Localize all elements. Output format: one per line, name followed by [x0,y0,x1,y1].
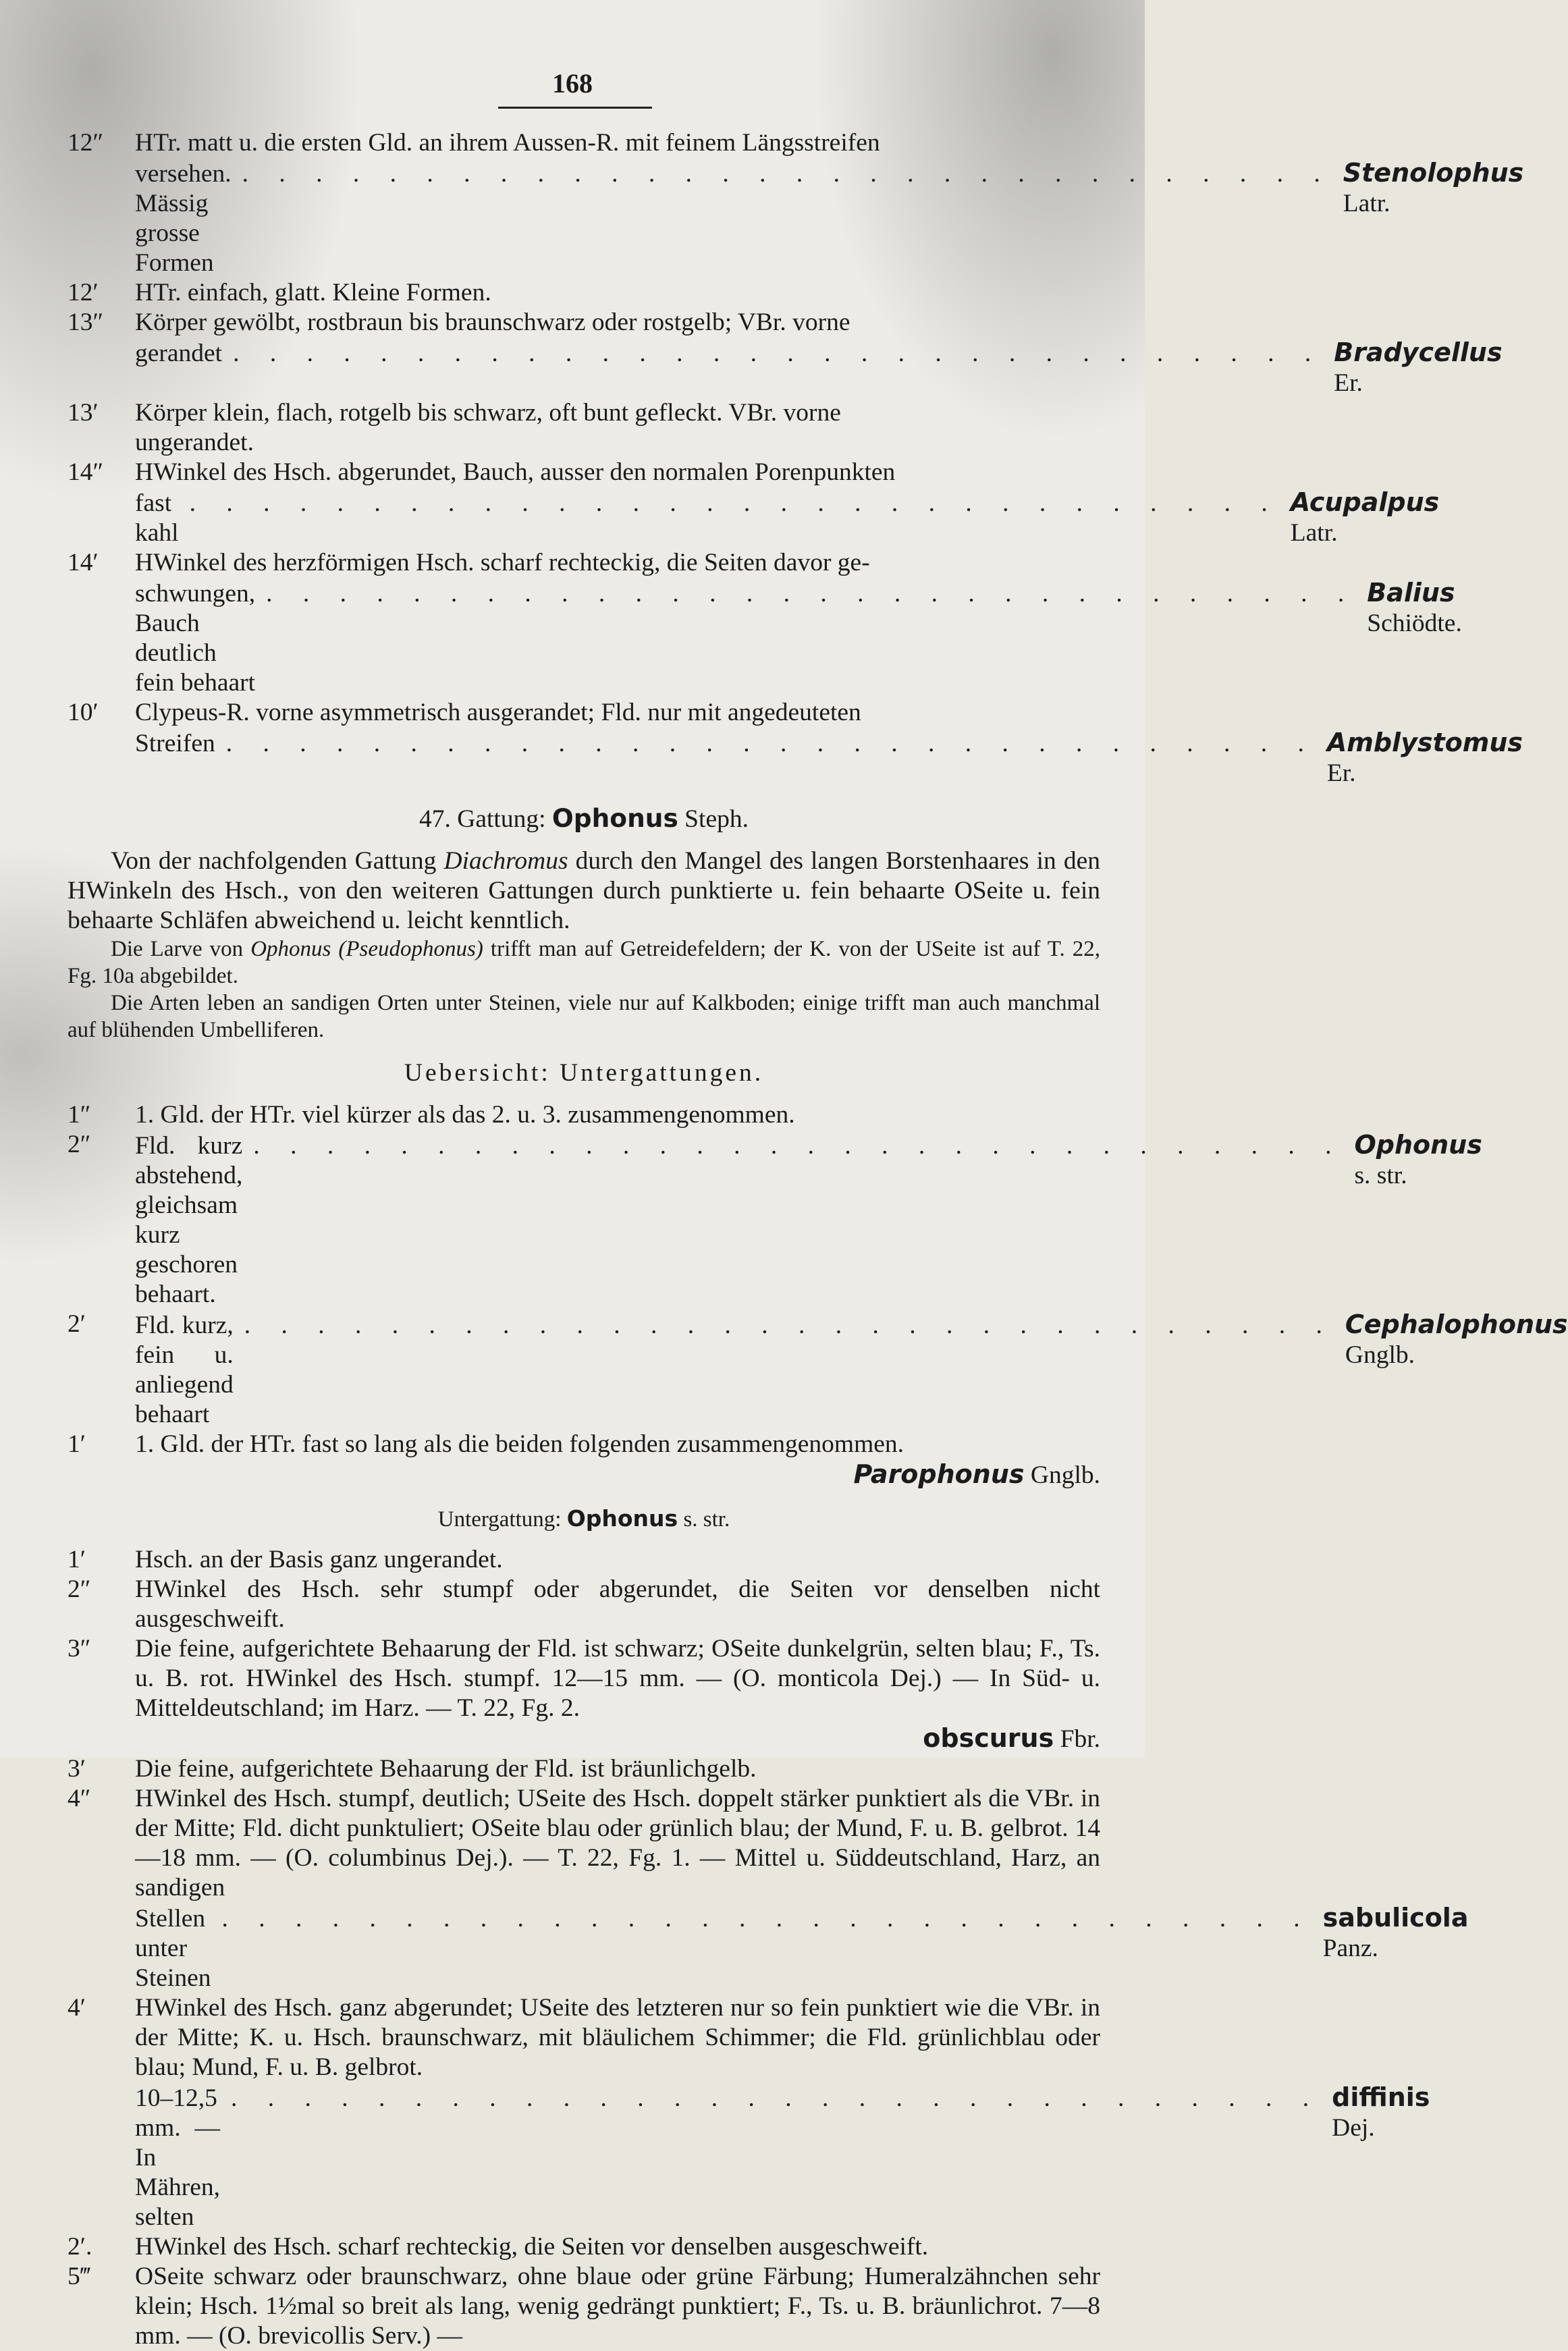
key-line: Körper klein, flach, rotgelb bis schwarz, oft bunt gefleckt. VBr. vorne [135,399,841,427]
key-line: OSeite schwarz oder braunschwarz, ohne blaue oder grüne Färbung; Humeralzähnchen sehr klein; Hsch. 1½mal so breit als lang, wenig gedrängt punktiert; F., Ts. u. B. bräunlichrot. 7—8 mm. — (O. brevicollis Serv.) — [135,2263,1100,2350]
subgenus-heading-suffix: s. str. [683,1507,730,1532]
taxon-name: obscurus [923,1723,1054,1753]
key-line: HTr. matt u. die ersten Gld. an ihrem Aussen-R. mit feinem Längsstreifen [135,129,880,157]
key-part-1 [67,128,1524,788]
genus-heading-prefix: 47. Gattung: [419,805,546,833]
key-number: 2′ [67,1310,86,1338]
intro-paragraph [67,936,1100,990]
intro-paragraph [67,846,1100,936]
leader-tail [1343,158,1524,219]
leader-dots: . . . . . . . . . . . . . . . . . . . . . . . . . . . . . . [189,489,1280,517]
key-number: 14″ [67,458,104,486]
page-content [67,128,1568,2351]
taxon-name: Parophonus [853,1459,1025,1489]
key-line: Die feine, aufgerichtete Behaarung der Fld. ist bräunlichgelb. [135,1755,757,1783]
key-entry [67,128,1524,278]
taxon-author: Schiödte. [1367,610,1462,637]
leader-tail [1332,2082,1430,2143]
subgenus-heading-name: Ophonus [566,1505,678,1532]
key-entry [67,1575,1100,1634]
key-entry [67,548,1462,698]
leader-dots: . . . . . . . . . . . . . . . . . . . . . . . . . . . . . . [233,340,1324,367]
key-line: HWinkel des Hsch. scharf rechteckig, die Seiten vor denselben ausgeschweift. [135,2233,929,2261]
taxon-name: Cephalophonus [1345,1309,1568,1339]
leader-line [135,1903,1469,1993]
taxon-author: Latr. [1290,519,1338,547]
leader-dots: . . . . . . . . . . . . . . . . . . . . . . . . . . . . . . [244,1312,1334,1339]
key-text [135,458,1440,548]
leader-dots: . . . . . . . . . . . . . . . . . . . . . . . . . . . . . . [221,1905,1312,1933]
leader-text: 10–12,5 mm. — In Mähren, selten [135,2084,220,2231]
key-number: 5‴ [67,2263,91,2290]
key-number: 13′ [67,399,99,427]
key-text [135,278,1100,308]
key-number: 12′ [67,279,99,306]
genus-heading [67,803,1100,834]
key-entry [67,2232,1100,2262]
paragraph-text: Die Arten leben an sandigen Orten unter Steinen, viele nur auf Kalkboden; einige trifft man auch manchmal auf blühenden Umbelliferen. [67,991,1100,1042]
key-text [135,308,1503,398]
taxon-name: sabulicola [1322,1903,1469,1933]
taxon-author: Gnglb. [1345,1341,1415,1369]
italic-taxon: Ophonus (Pseudophonus) [250,937,483,961]
subgenus-heading-prefix: Untergattung: [437,1507,562,1532]
leader-line [135,578,1462,698]
key-text [135,398,1100,458]
key-line: ungerandet. [135,429,254,456]
key-entry [67,1130,1482,1309]
key-text [135,1100,1100,1130]
key-number: 4″ [67,1785,91,1812]
key-text [135,1130,1482,1309]
key-line: HWinkel des Hsch. sehr stumpf oder abgerundet, die Seiten vor denselben nicht ausgeschweift. [135,1575,1100,1633]
leader-text: Streifen [135,730,215,757]
key-entry [67,398,1100,458]
key-entry [67,278,1100,308]
key-line: HWinkel des herzförmigen Hsch. scharf rechteckig, die Seiten davor ge- [135,549,870,576]
leader-dots: . . . . . . . . . . . . . . . . . . . . . . . . . . . . . . [225,730,1316,757]
leader-dots: . . . . . . . . . . . . . . . . . . . . . . . . . . . . . . [253,1132,1344,1160]
italic-taxon: Diachromus [443,847,568,875]
leader-tail [1323,1903,1469,1964]
taxon-line [135,1459,1100,1490]
key-entry [67,308,1503,398]
key-text [135,1309,1568,1430]
key-number: 1″ [67,1101,91,1129]
genus-heading-name: Ophonus [551,803,678,833]
key-entry [67,1993,1430,2232]
key-number: 3′ [67,1755,86,1783]
paragraph-text: durch den Mangel des langen Borstenhaares in den HWinkeln des Hsch., von den weiteren Gattungen durch punktierte u. fein behaarte OSeite u. fein behaarte Schläfen abweichend u. leicht kenntlich. [67,847,1100,934]
taxon-author: Er. [1334,369,1363,397]
taxon-name: diffinis [1332,2082,1430,2112]
taxon-name: Balius [1367,578,1455,607]
key-number: 4′ [67,1994,86,2022]
key-text [135,548,1462,698]
leader-text: schwungen, Bauch deutlich fein behaart [135,580,256,697]
key-part-2 [67,1100,1568,1490]
leader-text: fast kahl [135,489,179,547]
key-text [135,1634,1100,1754]
key-entry [67,2262,1100,2351]
leader-line [135,158,1524,278]
taxon-author: s. str. [1354,1162,1407,1189]
key-entry [67,1100,1100,1130]
key-text [135,1575,1100,1634]
page-number-rule [498,107,652,109]
key-text [135,2232,1100,2262]
leader-tail [1354,1130,1482,1191]
key-entry [67,1634,1100,1754]
key-part-3 [67,1545,1469,2351]
taxon-name: Ophonus [1354,1130,1482,1160]
key-entry [67,1545,1100,1575]
key-number: 12″ [67,129,104,157]
leader-line [135,1130,1482,1309]
key-line: Die feine, aufgerichtete Behaarung der Fld. ist schwarz; OSeite dunkelgrün, selten blau; F., Ts. u. B. rot. HWinkel des Hsch. stumpf. 12—15 mm. — (O. monticola Dej.) — In Süd- u. Mitteldeutschland; im Harz. — T. 22, Fg. 2. [135,1635,1100,1722]
key-line: HTr. einfach, glatt. Kleine Formen. [135,279,491,306]
taxon-name: Stenolophus [1343,158,1524,188]
key-entry [67,698,1523,788]
key-entry [67,458,1440,548]
key-entry [67,1754,1100,1784]
page-number: 168 [552,68,593,99]
taxon-name: Acupalpus [1290,487,1440,517]
key-number: 10′ [67,699,99,726]
subgenus-heading [67,1505,1100,1533]
leader-text: Fld. kurz abstehend, gleichsam kurz geschoren behaart. [135,1132,243,1308]
taxon-author: Gnglb. [1030,1461,1100,1489]
key-text [135,1430,1100,1490]
paragraph-text: Die Larve von [111,937,251,961]
key-text [135,698,1523,788]
key-number: 14′ [67,549,99,576]
genus-heading-author: Steph. [684,805,749,833]
key-text [135,128,1524,278]
taxon-author: Fbr. [1060,1725,1100,1753]
leader-text: Fld. kurz, fein u. anliegend behaart [135,1312,234,1428]
leader-line [135,487,1440,548]
key-entry [67,1309,1568,1430]
key-line: HWinkel des Hsch. abgerundet, Bauch, ausser den normalen Porenpunkten [135,458,896,486]
leader-line [135,728,1523,788]
key-line: 1. Gld. der HTr. fast so lang als die beiden folgenden zusammengenommen. [135,1430,904,1458]
key-number: 2″ [67,1575,91,1603]
key-text [135,1993,1430,2232]
key-line: Hsch. an der Basis ganz ungerandet. [135,1546,503,1573]
key-number: 13″ [67,308,104,336]
key-number: 1′ [67,1430,86,1458]
key-entry [67,1784,1469,1993]
intro-paragraph [67,990,1100,1044]
key-number: 3″ [67,1635,91,1663]
taxon-name: Bradycellus [1334,337,1503,367]
leader-dots: . . . . . . . . . . . . . . . . . . . . . . . . . . . . . . [231,2084,1322,2112]
leader-tail [1367,578,1462,639]
key-entry [67,1430,1100,1490]
leader-line [135,1309,1568,1430]
key-number: 2″ [67,1131,91,1158]
leader-tail [1334,337,1502,398]
leader-line [135,337,1503,398]
key-text [135,2262,1100,2351]
leader-tail [1345,1309,1568,1370]
key-line: 1. Gld. der HTr. viel kürzer als das 2. u. 3. zusammengenommen. [135,1101,795,1129]
leader-dots: . . . . . . . . . . . . . . . . . . . . . . . . . . . . . . [266,580,1357,607]
key-line: HWinkel des Hsch. ganz abgerundet; USeite des letzteren nur so fein punktiert wie die VBr. in der Mitte; K. u. Hsch. braunschwarz, mit bläulichem Schimmer; die Fld. grünlichblau oder blau; Mund, F. u. B. gelbrot. [135,1994,1100,2081]
key-text [135,1784,1469,1993]
paragraph-text: Von der nachfolgenden Gattung [111,847,444,875]
leader-tail [1327,728,1523,788]
key-line: HWinkel des Hsch. stumpf, deutlich; USeite des Hsch. doppelt stärker punktiert als die VBr. in der Mitte; Fld. dicht punktuliert; OSeite blau oder grünlich blau; der Mund, F. u. B. gelbrot. 14—18 mm. — (O. columbinus Dej.). — T. 22, Fg. 1. — Mittel u. Süddeutschland, Harz, an sandigen [135,1785,1100,1901]
taxon-author: Dej. [1332,2114,1375,2142]
key-number: 2′. [67,2233,92,2261]
taxon-author: Panz. [1322,1935,1378,1962]
leader-tail [1291,487,1440,548]
taxon-author: Latr. [1343,190,1390,217]
taxon-name: Amblystomus [1326,728,1523,757]
leader-dots: . . . . . . . . . . . . . . . . . . . . . . . . . . . . . . [242,160,1332,188]
key-text [135,1754,1100,1784]
taxon-author: Er. [1326,759,1356,787]
key-number: 1′ [67,1546,86,1573]
key-line: Clypeus-R. vorne asymmetrisch ausgerandet; Fld. nur mit angedeuteten [135,699,861,726]
paragraph-text: trifft man auf Getreidefeldern; der K. von der USeite ist auf T. 22, Fg. 10a abgebildet. [67,937,1100,988]
leader-line [135,2082,1430,2232]
key-line: Körper gewölbt, rostbraun bis braunschwarz oder rostgelb; VBr. vorne [135,308,850,336]
overview-heading: Uebersicht: Untergattungen. [404,1059,764,1087]
intro-paragraphs [67,846,1100,1044]
leader-text: versehen. Mässig grosse Formen [135,160,232,277]
leader-text: Stellen unter Steinen [135,1905,211,1992]
leader-text: gerandet [135,340,223,367]
key-text [135,1545,1100,1575]
taxon-line [135,1723,1100,1754]
